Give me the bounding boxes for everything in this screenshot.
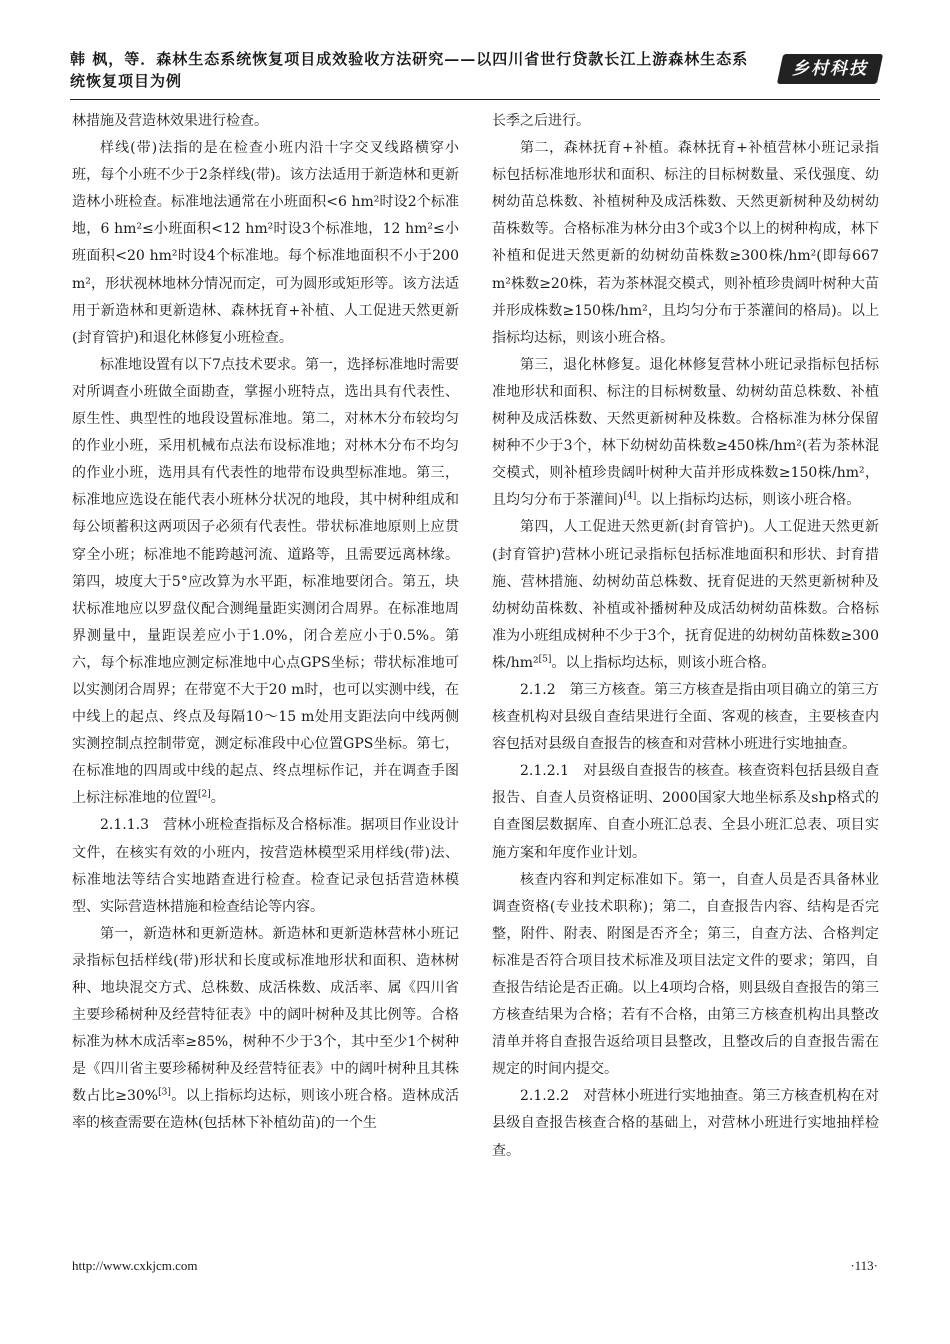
journal-url[interactable]: http://www.cxkjcm.com bbox=[72, 1258, 198, 1273]
paragraph: 第三，退化林修复。退化林修复营林小班记录指标包括标准地形状和面积、标注的目标树数量、幼树幼苗总株数、补植树种及成活株数、天然更新树种及株数。合格标准为林分保留树种不少于3个，林下幼树幼苗株数≥450株/hm²(若为茶林混交模式，则补植珍贵阔叶树种大苗并形成株数≥150株/hm²，且均匀分布于茶灌间)[4]。以上指标均达标，则该小班合格。 bbox=[492, 356, 879, 509]
journal-logo-text: 乡村科技 bbox=[792, 59, 868, 79]
paragraph: 第一，新造林和更新造林。新造林和更新造林营林小班记录指标包括样线(带)形状和长度或标准地形状和面积、造林树种、地块混交方式、总株数、成活株数、成活率、属《四川省主要珍稀树种及经营特征表》中的阔叶树种及其比例等。合格标准为林木成活率≥85%，树种不少于3个，其中至少1个树种是《四川省主要珍稀树种及经营特征表》中的阔叶树种且其株数占比≥30%[3]。以上指标均达标，则该小班合格。造林成活率的核查需要在造林(包括林下补植幼苗)的一个生 bbox=[72, 925, 459, 1132]
paragraph: 长季之后进行。 bbox=[492, 113, 590, 129]
paragraph: 2.1.2 第三方核查。第三方核查是指由项目确立的第三方核查机构对县级自查结果进行全面、客观的核查，主要核查内容包括对县级自查报告的核查和对营林小班进行实地抽查。 bbox=[492, 681, 879, 753]
journal-logo bbox=[777, 54, 883, 84]
paragraph: 2.1.2.1 对县级自查报告的核查。核查资料包括县级自查报告、自查人员资格证明、2000国家大地坐标系及shp格式的自查图层数据库、自查小班汇总表、全县小班汇总表、项目实施方案和年度作业计划。 bbox=[492, 763, 879, 861]
paragraph: 2.1.2.2 对营林小班进行实地抽查。第三方核查机构在对县级自查报告核查合格的基础上，对营林小班进行实地抽样检查。 bbox=[492, 1088, 879, 1159]
paragraph: 第二，森林抚育+补植。森林抚育+补植营林小班记录指标包括标准地形状和面积、标注的目标树数量、采伐强度、幼树幼苗总株数、补植树种及成活株数、天然更新树种及幼树幼苗株数等。合格标准为林分由3个或3个以上的树种构成，林下补植和促进天然更新的幼树幼苗株数≥300株/hm²(即每667 m²株数≥20株，若为茶林混交模式，则补植珍贵阔叶树种大苗并形成株数≥150株/hm²，且均匀分布于茶灌间的格局)。以上指标均达标，则该小班合格。 bbox=[492, 140, 879, 346]
paragraph: 核查内容和判定标准如下。第一，自查人员是否具备林业调查资格(专业技术职称)；第二，自查报告内容、结构是否完整，附件、附表、附图是否齐全；第三，自查方法、合格判定标准是否符合项目技术标准及项目法定文件的要求；第四，自查报告结论是否正确。以上4项均合格，则县级自查报告的第三方核查结果为合格；若有不合格，由第三方核查机构出具整改清单并将自查报告返给项目县整改，且整改后的自查报告需在规定的时间内提交。 bbox=[492, 871, 879, 1078]
page-footer bbox=[72, 1258, 878, 1280]
running-title: 韩 枫，等．森林生态系统恢复项目成效验收方法研究——以四川省世行贷款长江上游森林生态系统恢复项目为例 bbox=[70, 50, 749, 90]
page-number: ·113· bbox=[850, 1258, 878, 1273]
running-header bbox=[70, 48, 880, 98]
paragraph: 林措施及营造林效果进行检查。 bbox=[72, 113, 268, 129]
paragraph: 标准地设置有以下7点技术要求。第一，选择标准地时需要对所调查小班做全面勘查，掌握小班特点，选出具有代表性、原生性、典型性的地段设置标准地。第二，对林木分布较均匀的作业小班，采用机械布点法布设标准地；对林木分布不均匀的作业小班，选用具有代表性的地带布设典型标准地。第三，标准地应选设在能代表小班林分状况的地段，其中树种组成和每公顷蓄积这两项因子必须有代表性。带状标准地原则上应贯穿全小班；标准地不能跨越河流、道路等，且需要远离林缘。第四，坡度大于5°应改算为水平距，标准地要闭合。第五，块状标准地应以罗盘仪配合测绳量距实测闭合周界。在标准地周界测量中，量距误差应小于1.0%，闭合差应小于0.5%。第六，每个标准地应测定标准地中心点GPS坐标；带状标准地可以实测闭合周界；在带宽不大于20 m时，也可以实测中线，在中线上的起点、终点及每隔10～15 m处用支距法向中线两侧实测控制点控制带宽，测定标准段中心位置GPS坐标。第七，在标准地的四周或中线的起点、终点埋标作记，并在调查手图上标注标准地的位置[2]。 bbox=[72, 356, 459, 807]
paragraph: 2.1.1.3 营林小班检查指标及合格标准。据项目作业设计文件，在核实有效的小班内，按营造林模型采用样线(带)法、标准地法等结合实地踏查进行检查。检查记录包括营造林模型、实际营造林措施和检查结论等内容。 bbox=[72, 817, 459, 915]
left-column bbox=[72, 108, 459, 1234]
header-divider bbox=[70, 99, 880, 100]
right-column bbox=[492, 108, 879, 1234]
citation-ref: [2] bbox=[198, 789, 211, 800]
citation-ref: [3] bbox=[158, 1087, 171, 1098]
citation-ref: [4] bbox=[623, 491, 637, 502]
paragraph: 样线(带)法指的是在检查小班内沿十字交叉线路横穿小班，每个小班不少于2条样线(带)。该方法适用于新造林和更新造林小班检查。标准地法通常在小班面积<6 hm²时设2个标准地，6 hm²≤小班面积<12 hm²时设3个标准地，12 hm²≤小班面积<20 hm²时设4个标准地。每个标准地面积不小于200 m²，形状视林地林分情况而定，可为圆形或矩形等。该方法适用于新造林和更新造林、森林抚育+补植、人工促进天然更新(封育管护)和退化林修复小班检查。 bbox=[72, 140, 459, 346]
paragraph: 第四，人工促进天然更新(封育管护)。人工促进天然更新(封育管护)营林小班记录指标包括标准地面积和形状、封育措施、营林措施、幼树幼苗总株数、抚育促进的天然更新树种及幼树幼苗株数、补植或补播树种及成活幼树幼苗株数。合格标准为小班组成树种不少于3个，抚育促进的幼树幼苗株数≥300株/hm²[5]。以上指标均达标，则该小班合格。 bbox=[492, 519, 879, 671]
citation-ref: [5] bbox=[538, 654, 552, 665]
